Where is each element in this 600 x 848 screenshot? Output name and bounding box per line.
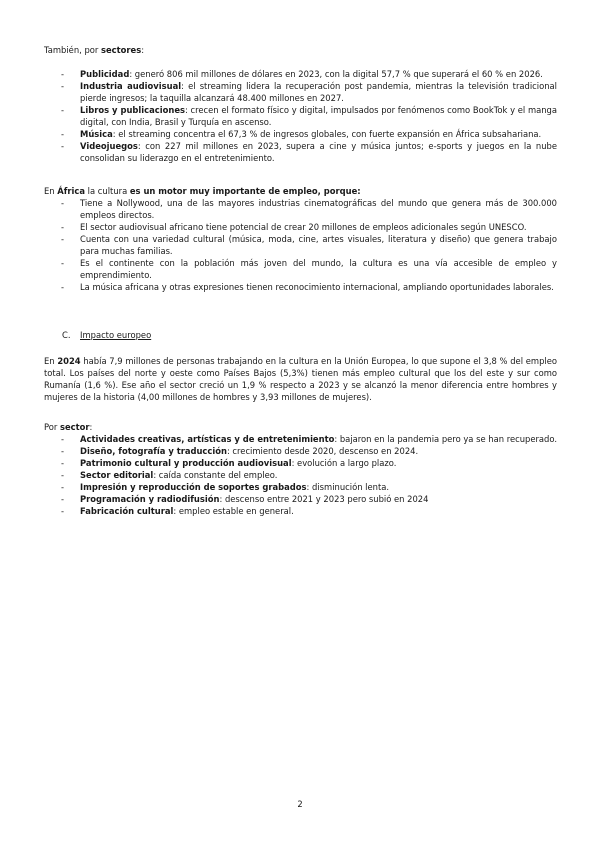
- by-sector-lead: [44, 421, 557, 433]
- list-item: [44, 505, 557, 517]
- item-text: : disminución lenta.: [306, 482, 390, 492]
- list-item: [44, 493, 557, 505]
- by-sector-bold: sector: [59, 422, 90, 432]
- item-text: : caída constante del empleo.: [153, 470, 278, 480]
- item-bold: Música: [80, 129, 113, 139]
- list-item: [44, 469, 557, 481]
- item-text: : el streaming lidera la recuperación post pandemia, mientras la televisión tradicional pierde ingresos; la taquilla alcanzará 48.400 millones en 2027.: [80, 81, 558, 103]
- intro-tail: :: [141, 45, 145, 55]
- item-bold: Sector editorial: [80, 470, 154, 480]
- africa-pre: En: [44, 186, 58, 196]
- list-item: - Es el continente con la población más joven del mundo, la cultura es una vía accesible de empleo y emprendimiento.: [44, 257, 557, 281]
- list-item: [44, 433, 557, 445]
- item-bold: Industria audiovisual: [80, 81, 182, 91]
- item-text: : descenso entre 2021 y 2023 pero subió en 2024: [219, 494, 429, 504]
- africa-section: [44, 185, 557, 293]
- subsection-letter: C.: [62, 330, 71, 340]
- list-item: [44, 457, 557, 469]
- item-text: : crecen el formato físico y digital, impulsados por fenómenos como BookTok y el manga digital, con India, Brasil y Turquía en ascenso.: [80, 105, 558, 127]
- item-text: : generó 806 mil millones de dólares en 2023, con la digital 57,7 % que superará el 60 % en 2026.: [129, 69, 543, 79]
- africa-bold-2: es un motor muy importante de empleo, porque:: [129, 186, 361, 196]
- item-text: : empleo estable en general.: [173, 506, 294, 516]
- item-text: : bajaron en la pandemia pero ya se han recuperado.: [334, 434, 558, 444]
- europe-paragraph: [44, 355, 557, 403]
- by-sector-text: Por: [44, 422, 60, 432]
- item-bold: Patrimonio cultural y producción audiovisual: [80, 458, 292, 468]
- item-bold: Actividades creativas, artísticas y de entretenimiento: [80, 434, 335, 444]
- item-bold: Videojuegos: [80, 141, 138, 151]
- list-item: - Cuenta con una variedad cultural (música, moda, cine, artes visuales, literatura y diseño) que genera trabajo para muchas familias.: [44, 233, 557, 257]
- list-item: [44, 68, 557, 80]
- subsection-heading: [62, 329, 151, 341]
- page-number: 2: [297, 799, 303, 809]
- list-item: [44, 140, 557, 164]
- sectors-intro: [44, 44, 557, 56]
- list-item: [44, 104, 557, 128]
- item-bold: Diseño, fotografía y traducción: [80, 446, 227, 456]
- europe-pre: En: [44, 356, 58, 366]
- item-bold: Programación y radiodifusión: [80, 494, 220, 504]
- item-text: : evolución a largo plazo.: [291, 458, 397, 468]
- by-sector-tail: :: [89, 422, 93, 432]
- europe-text: había 7,9 millones de personas trabajando en la cultura en la Unión Europea, lo que supone el 3,8 % del empleo total. Los países del norte y oeste como Países Bajos (5,3%) tienen más empleo cultural que los del este y sur como Rumanía (1,6 %). Ese año el sector creció un 1,9 % respecto a 2023 y se alcanzó la menor diferencia entre hombres y mujeres de la historia (4,00 millones de hombres y 3,93 millones de mujeres).: [44, 356, 557, 402]
- sectors-list: [44, 68, 557, 164]
- intro-text: También, por: [44, 45, 101, 55]
- list-item: - Tiene a Nollywood, una de las mayores industrias cinematográficas del mundo que genera más de 300.000 empleos directos.: [44, 197, 557, 221]
- item-bold: Publicidad: [80, 69, 130, 79]
- list-item: - El sector audiovisual africano tiene potencial de crear 20 millones de empleos adicionales según UNESCO.: [44, 221, 557, 233]
- list-item: - La música africana y otras expresiones tienen reconocimiento internacional, ampliando oportunidades laborales.: [44, 281, 557, 293]
- item-bold: Libros y publicaciones: [80, 105, 185, 115]
- item-text: : con 227 mil millones en 2023, supera a cine y música juntos; e-sports y juegos en la nube consolidan su liderazgo en el entretenimiento.: [80, 141, 557, 163]
- africa-bold: África: [57, 186, 86, 196]
- list-item: [44, 445, 557, 457]
- list-item: [44, 80, 557, 104]
- africa-lead: [44, 185, 557, 197]
- list-item: [44, 128, 557, 140]
- europe-year: 2024: [57, 356, 81, 366]
- list-item: [44, 481, 557, 493]
- by-sector-section: [44, 421, 557, 517]
- item-text: : crecimiento desde 2020, descenso en 2024.: [226, 446, 419, 456]
- subsection-title: Impacto europeo: [80, 330, 152, 340]
- item-text: : el streaming concentra el 67,3 % de ingresos globales, con fuerte expansión en África subsahariana.: [112, 129, 542, 139]
- item-bold: Impresión y reproducción de soportes grabados: [80, 482, 307, 492]
- africa-mid: la cultura: [85, 186, 130, 196]
- item-bold: Fabricación cultural: [80, 506, 174, 516]
- intro-bold: sectores: [101, 45, 142, 55]
